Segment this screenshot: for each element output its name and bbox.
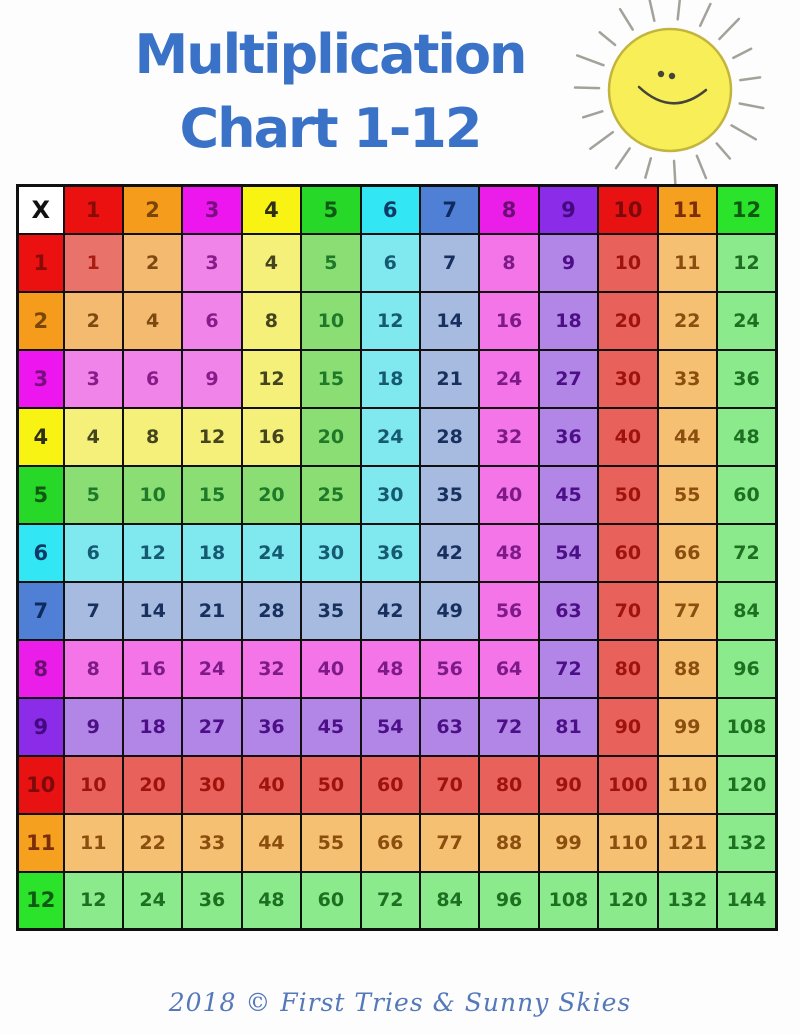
product-cell-2x3: 6 <box>182 292 241 350</box>
product-cell-6x5: 30 <box>301 524 360 582</box>
row-header-6: 6 <box>18 524 64 582</box>
product-cell-7x2: 14 <box>123 582 182 640</box>
sun-ray <box>717 143 730 158</box>
product-cell-12x12: 144 <box>717 872 777 930</box>
product-cell-12x9: 108 <box>539 872 598 930</box>
product-cell-9x5: 45 <box>301 698 360 756</box>
page-title-line1: Multiplication <box>134 23 526 86</box>
column-header-5: 5 <box>301 186 360 234</box>
multiplication-grid-area <box>16 184 778 931</box>
product-cell-11x12: 132 <box>717 814 777 872</box>
page-title <box>70 18 590 166</box>
product-cell-3x8: 24 <box>479 350 538 408</box>
product-cell-9x12: 108 <box>717 698 777 756</box>
product-cell-9x9: 81 <box>539 698 598 756</box>
product-cell-2x6: 12 <box>361 292 420 350</box>
product-cell-5x2: 10 <box>123 466 182 524</box>
product-cell-9x8: 72 <box>479 698 538 756</box>
product-cell-5x1: 5 <box>64 466 123 524</box>
product-cell-2x11: 22 <box>658 292 717 350</box>
multiplication-table <box>16 184 778 931</box>
sun-ray <box>590 132 613 149</box>
sun-ray <box>733 49 751 58</box>
product-cell-2x7: 14 <box>420 292 479 350</box>
product-cell-11x11: 121 <box>658 814 717 872</box>
product-cell-11x3: 33 <box>182 814 241 872</box>
product-cell-7x11: 77 <box>658 582 717 640</box>
row-header-4: 4 <box>18 408 64 466</box>
product-cell-12x7: 84 <box>420 872 479 930</box>
product-cell-10x10: 100 <box>598 756 657 814</box>
column-header-2: 2 <box>123 186 182 234</box>
sun-ray <box>678 0 680 19</box>
product-cell-10x1: 10 <box>64 756 123 814</box>
product-cell-7x7: 49 <box>420 582 479 640</box>
product-cell-7x5: 35 <box>301 582 360 640</box>
product-cell-11x10: 110 <box>598 814 657 872</box>
row-header-8: 8 <box>18 640 64 698</box>
product-cell-4x3: 12 <box>182 408 241 466</box>
sun-icon <box>555 0 795 185</box>
product-cell-6x4: 24 <box>242 524 301 582</box>
sun-ray <box>740 103 764 108</box>
table-row-11 <box>18 814 777 872</box>
product-cell-9x1: 9 <box>64 698 123 756</box>
sun-body <box>609 29 731 151</box>
sun-illustration <box>555 0 795 185</box>
sun-ray <box>697 156 706 178</box>
product-cell-5x5: 25 <box>301 466 360 524</box>
product-cell-5x12: 60 <box>717 466 777 524</box>
product-cell-10x7: 70 <box>420 756 479 814</box>
product-cell-7x3: 21 <box>182 582 241 640</box>
product-cell-4x4: 16 <box>242 408 301 466</box>
sun-ray <box>577 55 603 65</box>
product-cell-4x2: 8 <box>123 408 182 466</box>
product-cell-3x4: 12 <box>242 350 301 408</box>
product-cell-6x12: 72 <box>717 524 777 582</box>
product-cell-6x6: 36 <box>361 524 420 582</box>
product-cell-8x5: 40 <box>301 640 360 698</box>
product-cell-2x12: 24 <box>717 292 777 350</box>
product-cell-2x2: 4 <box>123 292 182 350</box>
product-cell-10x3: 30 <box>182 756 241 814</box>
table-row-2 <box>18 292 777 350</box>
product-cell-11x6: 66 <box>361 814 420 872</box>
product-cell-3x5: 15 <box>301 350 360 408</box>
table-row-12 <box>18 872 777 930</box>
product-cell-2x10: 20 <box>598 292 657 350</box>
product-cell-9x10: 90 <box>598 698 657 756</box>
product-cell-3x1: 3 <box>64 350 123 408</box>
product-cell-3x3: 9 <box>182 350 241 408</box>
product-cell-3x11: 33 <box>658 350 717 408</box>
product-cell-6x2: 12 <box>123 524 182 582</box>
product-cell-6x3: 18 <box>182 524 241 582</box>
column-header-11: 11 <box>658 186 717 234</box>
product-cell-5x10: 50 <box>598 466 657 524</box>
product-cell-3x9: 27 <box>539 350 598 408</box>
table-row-1 <box>18 234 777 292</box>
product-cell-8x6: 48 <box>361 640 420 698</box>
corner-cell: X <box>18 186 64 234</box>
product-cell-2x1: 2 <box>64 292 123 350</box>
row-header-7: 7 <box>18 582 64 640</box>
product-cell-12x5: 60 <box>301 872 360 930</box>
product-cell-4x7: 28 <box>420 408 479 466</box>
product-cell-9x2: 18 <box>123 698 182 756</box>
product-cell-7x12: 84 <box>717 582 777 640</box>
product-cell-3x12: 36 <box>717 350 777 408</box>
product-cell-1x3: 3 <box>182 234 241 292</box>
product-cell-11x2: 22 <box>123 814 182 872</box>
product-cell-10x8: 80 <box>479 756 538 814</box>
product-cell-5x11: 55 <box>658 466 717 524</box>
product-cell-1x8: 8 <box>479 234 538 292</box>
product-cell-11x8: 88 <box>479 814 538 872</box>
row-header-9: 9 <box>18 698 64 756</box>
product-cell-5x8: 40 <box>479 466 538 524</box>
sun-ray <box>719 19 738 39</box>
product-cell-7x9: 63 <box>539 582 598 640</box>
product-cell-3x10: 30 <box>598 350 657 408</box>
product-cell-12x6: 72 <box>361 872 420 930</box>
sun-eye <box>669 73 675 79</box>
product-cell-12x8: 96 <box>479 872 538 930</box>
sun-eye <box>658 71 664 77</box>
product-cell-4x9: 36 <box>539 408 598 466</box>
product-cell-4x1: 4 <box>64 408 123 466</box>
product-cell-12x10: 120 <box>598 872 657 930</box>
column-header-3: 3 <box>182 186 241 234</box>
product-cell-11x1: 11 <box>64 814 123 872</box>
table-row-4 <box>18 408 777 466</box>
product-cell-1x1: 1 <box>64 234 123 292</box>
product-cell-10x12: 120 <box>717 756 777 814</box>
product-cell-6x7: 42 <box>420 524 479 582</box>
row-header-2: 2 <box>18 292 64 350</box>
product-cell-10x4: 40 <box>242 756 301 814</box>
product-cell-12x11: 132 <box>658 872 717 930</box>
table-row-7 <box>18 582 777 640</box>
page-title-line2: Chart 1-12 <box>179 97 481 160</box>
product-cell-9x3: 27 <box>182 698 241 756</box>
sun-ray <box>732 125 756 139</box>
product-cell-1x4: 4 <box>242 234 301 292</box>
product-cell-7x6: 42 <box>361 582 420 640</box>
product-cell-2x9: 18 <box>539 292 598 350</box>
product-cell-11x5: 55 <box>301 814 360 872</box>
product-cell-8x7: 56 <box>420 640 479 698</box>
product-cell-8x10: 80 <box>598 640 657 698</box>
product-cell-1x10: 10 <box>598 234 657 292</box>
product-cell-4x12: 48 <box>717 408 777 466</box>
sun-ray <box>645 158 650 177</box>
sun-ray <box>575 88 599 89</box>
product-cell-9x7: 63 <box>420 698 479 756</box>
column-header-8: 8 <box>479 186 538 234</box>
product-cell-1x11: 11 <box>658 234 717 292</box>
product-cell-8x3: 24 <box>182 640 241 698</box>
row-header-11: 11 <box>18 814 64 872</box>
product-cell-12x3: 36 <box>182 872 241 930</box>
product-cell-8x11: 88 <box>658 640 717 698</box>
product-cell-2x5: 10 <box>301 292 360 350</box>
product-cell-10x2: 20 <box>123 756 182 814</box>
product-cell-7x1: 7 <box>64 582 123 640</box>
product-cell-8x1: 8 <box>64 640 123 698</box>
sun-ray <box>740 77 760 80</box>
column-header-9: 9 <box>539 186 598 234</box>
product-cell-7x8: 56 <box>479 582 538 640</box>
product-cell-6x10: 60 <box>598 524 657 582</box>
sun-ray <box>674 161 676 185</box>
product-cell-4x8: 32 <box>479 408 538 466</box>
row-header-10: 10 <box>18 756 64 814</box>
product-cell-6x1: 6 <box>64 524 123 582</box>
row-header-5: 5 <box>18 466 64 524</box>
table-row-10 <box>18 756 777 814</box>
product-cell-4x11: 44 <box>658 408 717 466</box>
table-row-9 <box>18 698 777 756</box>
product-cell-3x7: 21 <box>420 350 479 408</box>
product-cell-10x9: 90 <box>539 756 598 814</box>
product-cell-8x12: 96 <box>717 640 777 698</box>
product-cell-2x4: 8 <box>242 292 301 350</box>
product-cell-4x6: 24 <box>361 408 420 466</box>
product-cell-4x5: 20 <box>301 408 360 466</box>
column-header-12: 12 <box>717 186 777 234</box>
product-cell-2x8: 16 <box>479 292 538 350</box>
sun-ray <box>620 9 633 29</box>
product-cell-1x9: 9 <box>539 234 598 292</box>
sun-ray <box>700 4 710 26</box>
table-row-8 <box>18 640 777 698</box>
product-cell-10x5: 50 <box>301 756 360 814</box>
product-cell-5x3: 15 <box>182 466 241 524</box>
column-header-10: 10 <box>598 186 657 234</box>
product-cell-9x4: 36 <box>242 698 301 756</box>
sun-ray <box>648 0 654 21</box>
product-cell-11x4: 44 <box>242 814 301 872</box>
product-cell-8x8: 64 <box>479 640 538 698</box>
column-header-1: 1 <box>64 186 123 234</box>
product-cell-12x1: 12 <box>64 872 123 930</box>
product-cell-8x2: 16 <box>123 640 182 698</box>
sun-ray <box>616 148 630 168</box>
product-cell-1x2: 2 <box>123 234 182 292</box>
row-header-3: 3 <box>18 350 64 408</box>
row-header-1: 1 <box>18 234 64 292</box>
column-header-7: 7 <box>420 186 479 234</box>
table-row-6 <box>18 524 777 582</box>
product-cell-5x9: 45 <box>539 466 598 524</box>
product-cell-5x7: 35 <box>420 466 479 524</box>
product-cell-1x6: 6 <box>361 234 420 292</box>
product-cell-6x9: 54 <box>539 524 598 582</box>
product-cell-5x6: 30 <box>361 466 420 524</box>
product-cell-11x9: 99 <box>539 814 598 872</box>
product-cell-3x6: 18 <box>361 350 420 408</box>
row-header-12: 12 <box>18 872 64 930</box>
product-cell-9x6: 54 <box>361 698 420 756</box>
product-cell-1x5: 5 <box>301 234 360 292</box>
product-cell-1x7: 7 <box>420 234 479 292</box>
column-header-4: 4 <box>242 186 301 234</box>
product-cell-12x2: 24 <box>123 872 182 930</box>
product-cell-5x4: 20 <box>242 466 301 524</box>
product-cell-10x6: 60 <box>361 756 420 814</box>
product-cell-8x9: 72 <box>539 640 598 698</box>
product-cell-7x10: 70 <box>598 582 657 640</box>
sun-ray <box>583 111 602 117</box>
column-header-6: 6 <box>361 186 420 234</box>
product-cell-11x7: 77 <box>420 814 479 872</box>
product-cell-10x11: 110 <box>658 756 717 814</box>
product-cell-7x4: 28 <box>242 582 301 640</box>
product-cell-6x8: 48 <box>479 524 538 582</box>
product-cell-12x4: 48 <box>242 872 301 930</box>
product-cell-8x4: 32 <box>242 640 301 698</box>
table-row-3 <box>18 350 777 408</box>
product-cell-6x11: 66 <box>658 524 717 582</box>
table-row-5 <box>18 466 777 524</box>
footer-credit: 2018 © First Tries & Sunny Skies <box>168 988 632 1017</box>
product-cell-3x2: 6 <box>123 350 182 408</box>
sun-ray <box>600 32 615 45</box>
product-cell-9x11: 99 <box>658 698 717 756</box>
product-cell-4x10: 40 <box>598 408 657 466</box>
product-cell-1x12: 12 <box>717 234 777 292</box>
